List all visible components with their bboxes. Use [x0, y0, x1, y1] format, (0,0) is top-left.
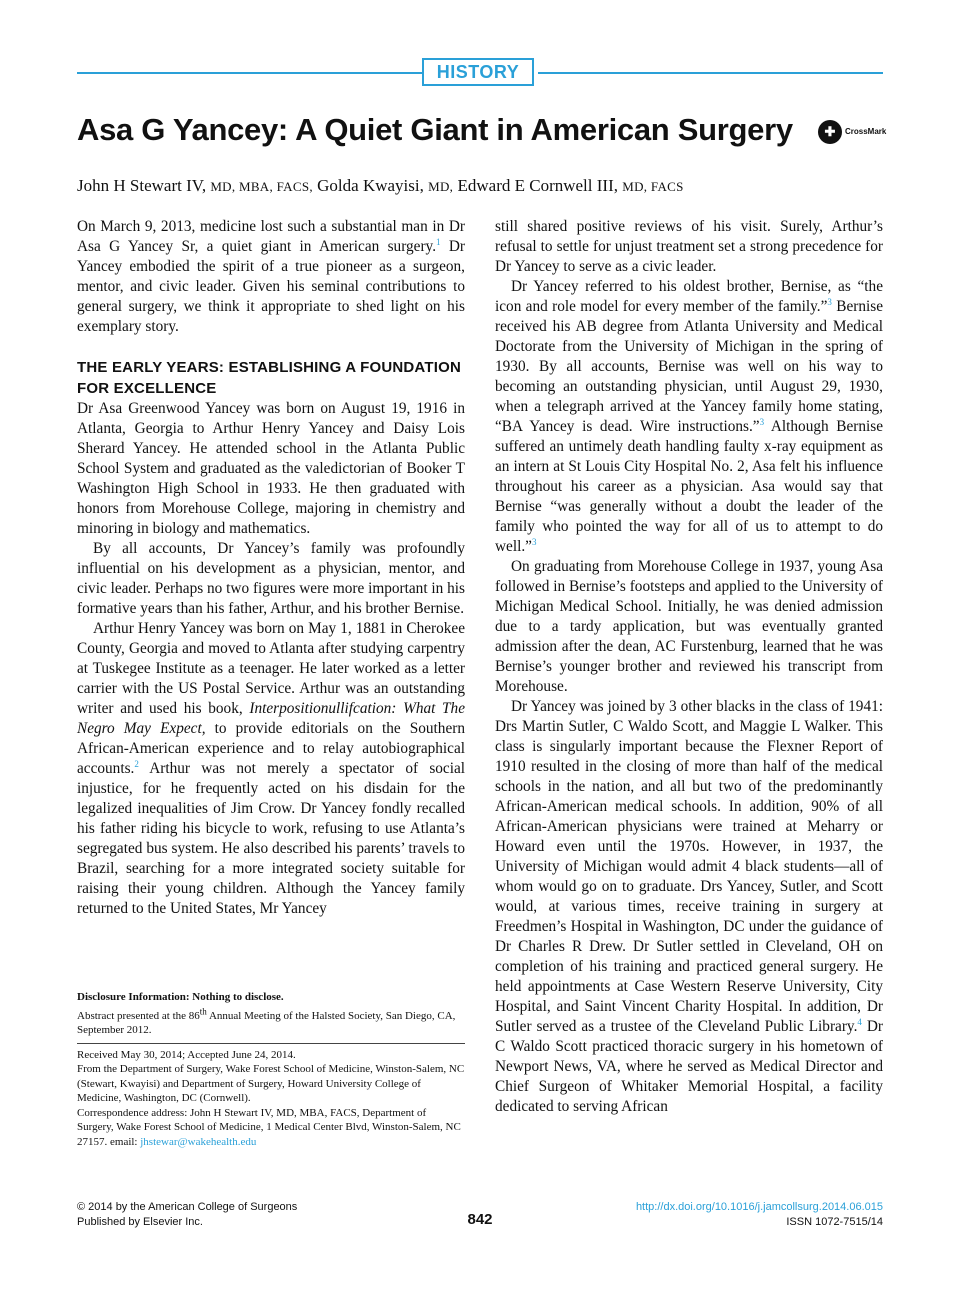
body-paragraph: By all accounts, Dr Yancey’s family was profoundly influential on his development as a physician, mentor, and civic leader. Perhaps no two figures were more important in his formative years than his father, Arthur, and his brother Bernise. [77, 540, 465, 617]
citation-ref[interactable]: 3 [827, 296, 832, 307]
author-credentials: MD, FACS [622, 179, 684, 194]
doi-link[interactable]: http://dx.doi.org/10.1016/j.jamcollsurg.2014.06.015 [635, 1201, 883, 1213]
author-credentials: MD, [428, 179, 454, 194]
section-heading: THE EARLY YEARS: ESTABLISHING A FOUNDATION FOR EXCELLENCE [77, 359, 461, 397]
body-paragraph: Dr Asa Greenwood Yancey was born on August 19, 1916 in Atlanta, Georgia to Arthur Henry Yancey and Daisy Lois Sherard Yancey. He attended school in the Atlanta Public School System and graduated as the valedictorian of Booker T Washington High School in 1933. He then graduated with honors from Morehouse College, majoring in chemistry and minoring in biology and mathematics. [77, 400, 465, 537]
section-label: HISTORY [422, 58, 534, 86]
left-column [77, 217, 465, 919]
article-footnotes [77, 990, 465, 1149]
author-line [77, 176, 883, 196]
book-title: Interpositionullifcation: What The Negro May Expect, [77, 700, 465, 737]
header-rule-left [77, 72, 422, 74]
body-paragraph: Dr Yancey was joined by 3 other blacks in the class of 1941: Drs Martin Sutler, C Waldo Scott, and Maggie L Walker. This class is singularly important because the Flexner Report of 1910 resulted in the closing of more than half of the medical schools in the nation, and all but two of the predominantly African-American medical schools. In addition, 90% of all African-American physicians were trained at Meharry or Howard even until the 1970s. However, in 1937, the University of Michigan would admit 4 black students—all of whom would go on to graduate. Drs Yancey, Sutler, and Scott would, at various times, receive training in surgery at Freedmen’s Hospital in Washington, DC under the guidance of Dr Charles R Drew. Dr Sutler settled in Cleveland, OH on completion of his training and practiced general surgery. He held appointments at Case Western Reserve University, City Hospital, and Saint Vincent Charity Hospital. In addition, Dr Sutler served as a trustee of the Cleveland Public Library.$^4$ Dr C Waldo Scott practiced thoracic surgery in his hometown of Newport News, VA, where he served as Medical Director and Chief Surgeon of Whitaker Memorial Hospital, a facility dedicated to serving African [495, 698, 883, 1115]
author-name: John H Stewart IV, [77, 176, 207, 195]
body-paragraph: Arthur Henry Yancey was born on May 1, 1881 in Cherokee County, Georgia and moved to Atlanta after studying carpentry at Tuskegee Institute as a teenager. He later worked as a letter carrier with the US Postal Service. Arthur was an outstanding writer and used his book, Interpositionullifcation: What The Negro May Expect, to provide editorials on the Southern African-American experience and to relay autobiographical accounts.$^2$ Arthur was not merely a spectator of social injustice, for he frequently acted on his disdain for the legalized inequalities of Jim Crow. Dr Yancey fondly recalled his father riding his bicycle to work, refusing to use Atlanta’s segregated bus system. He also described his parents’ travels to Brazil, searching for a more integrated society suitable for raising their young children. Although the Yancey family returned to the United States, Mr Yancey [77, 620, 465, 917]
citation-ref[interactable]: 2 [134, 758, 139, 769]
disclosure-note: Disclosure Information: Nothing to disclose. [77, 991, 284, 1003]
footnote-divider [77, 1043, 465, 1044]
right-column [495, 217, 883, 1117]
email-link[interactable]: jhstewar@wakehealth.edu [140, 1135, 257, 1148]
abstract-note: Abstract presented at the 86th Annual Meeting of the Halsted Society, San Diego, CA, September 2012. [77, 1005, 456, 1036]
copyright-line: © 2014 by the American College of Surgeons [77, 1201, 298, 1213]
footer-right [636, 1200, 883, 1230]
article-title: Asa G Yancey: A Quiet Giant in American Surgery [77, 112, 793, 147]
received-note: Received May 30, 2014; Accepted June 24, 2014. [77, 1048, 296, 1061]
correspondence-note: Correspondence address: John H Stewart IV, MD, MBA, FACS, Department of Surgery, Wake Forest School of Medicine, 1 Medical Center Blvd, Winston-Salem, NC 27157. email: jhstewar@wakehealth.edu [77, 1106, 461, 1148]
author-credentials: MD, MBA, FACS, [210, 179, 313, 194]
body-paragraph: On graduating from Morehouse College in 1937, young Asa followed in Bernise’s footsteps and applied to the University of Michigan Medical School. Initially, he was denied admission due to a tardy application, but was eventually granted admission after the dean, AC Furstenburg, learned that he was Bernise’s younger brother and reviewed his transcript from Morehouse. [495, 558, 883, 695]
header-rule-right [538, 72, 883, 74]
citation-ref[interactable]: 1 [436, 236, 441, 247]
author-name: Edward E Cornwell III, [457, 176, 618, 195]
citation-ref[interactable]: 3 [531, 536, 537, 547]
affiliation-note: From the Department of Surgery, Wake Forest School of Medicine, Winston-Salem, NC (Stewart, Kwayisi) and Department of Surgery, Howard University College of Medicine, Washington, DC (Cornwell). [77, 1063, 465, 1104]
publisher-line: Published by Elsevier Inc. [77, 1216, 203, 1228]
crossmark-label: CrossMark [845, 127, 887, 136]
body-paragraph: still shared positive reviews of his visit. Surely, Arthur’s refusal to settle for unjust treatment set a strong precedence for Dr Yancey to serve as a civic leader. [495, 218, 883, 275]
intro-paragraph: On March 9, 2013, medicine lost such a substantial man in Dr Asa G Yancey Sr, a quiet giant in American surgery.$^1$ Dr Yancey embodied the spirit of a true pioneer as a surgeon, mentor, and civic leader. Given his seminal contributions to general surgery, we think it appropriate to shed light on his exemplary story. [77, 218, 466, 335]
issn-line: ISSN 1072-7515/14 [786, 1216, 883, 1228]
page-number: 842 [467, 1211, 493, 1228]
body-paragraph: Dr Yancey referred to his oldest brother, Bernise, as “the icon and role model for every member of the family.”$^3$ Bernise received his AB degree from Atlanta University and Medical Doctorate from the University of Michigan in the spring of 1930. By all accounts, Bernise was well on his way to becoming an outstanding physician, until August 29, 1930, when a telegraph arrived at the Yancey family home stating, “BA Yancey is dead. Wire instructions.”$^3$ Although Bernise suffered an untimely death handling faulty x-ray equipment as an intern at St Louis City Hospital No. 2, Asa felt his influence throughout his career as a physician. Asa would say that Bernise “was generally without a doubt the leader of the family who pointed the way for all of us to attempt to do well.”$^3$ [495, 278, 883, 555]
citation-ref[interactable]: 3 [759, 416, 765, 427]
crossmark-badge[interactable] [818, 120, 888, 150]
citation-ref[interactable]: 4 [857, 1016, 862, 1027]
crossmark-icon: ✚ [818, 120, 842, 144]
author-name: Golda Kwayisi, [317, 176, 424, 195]
